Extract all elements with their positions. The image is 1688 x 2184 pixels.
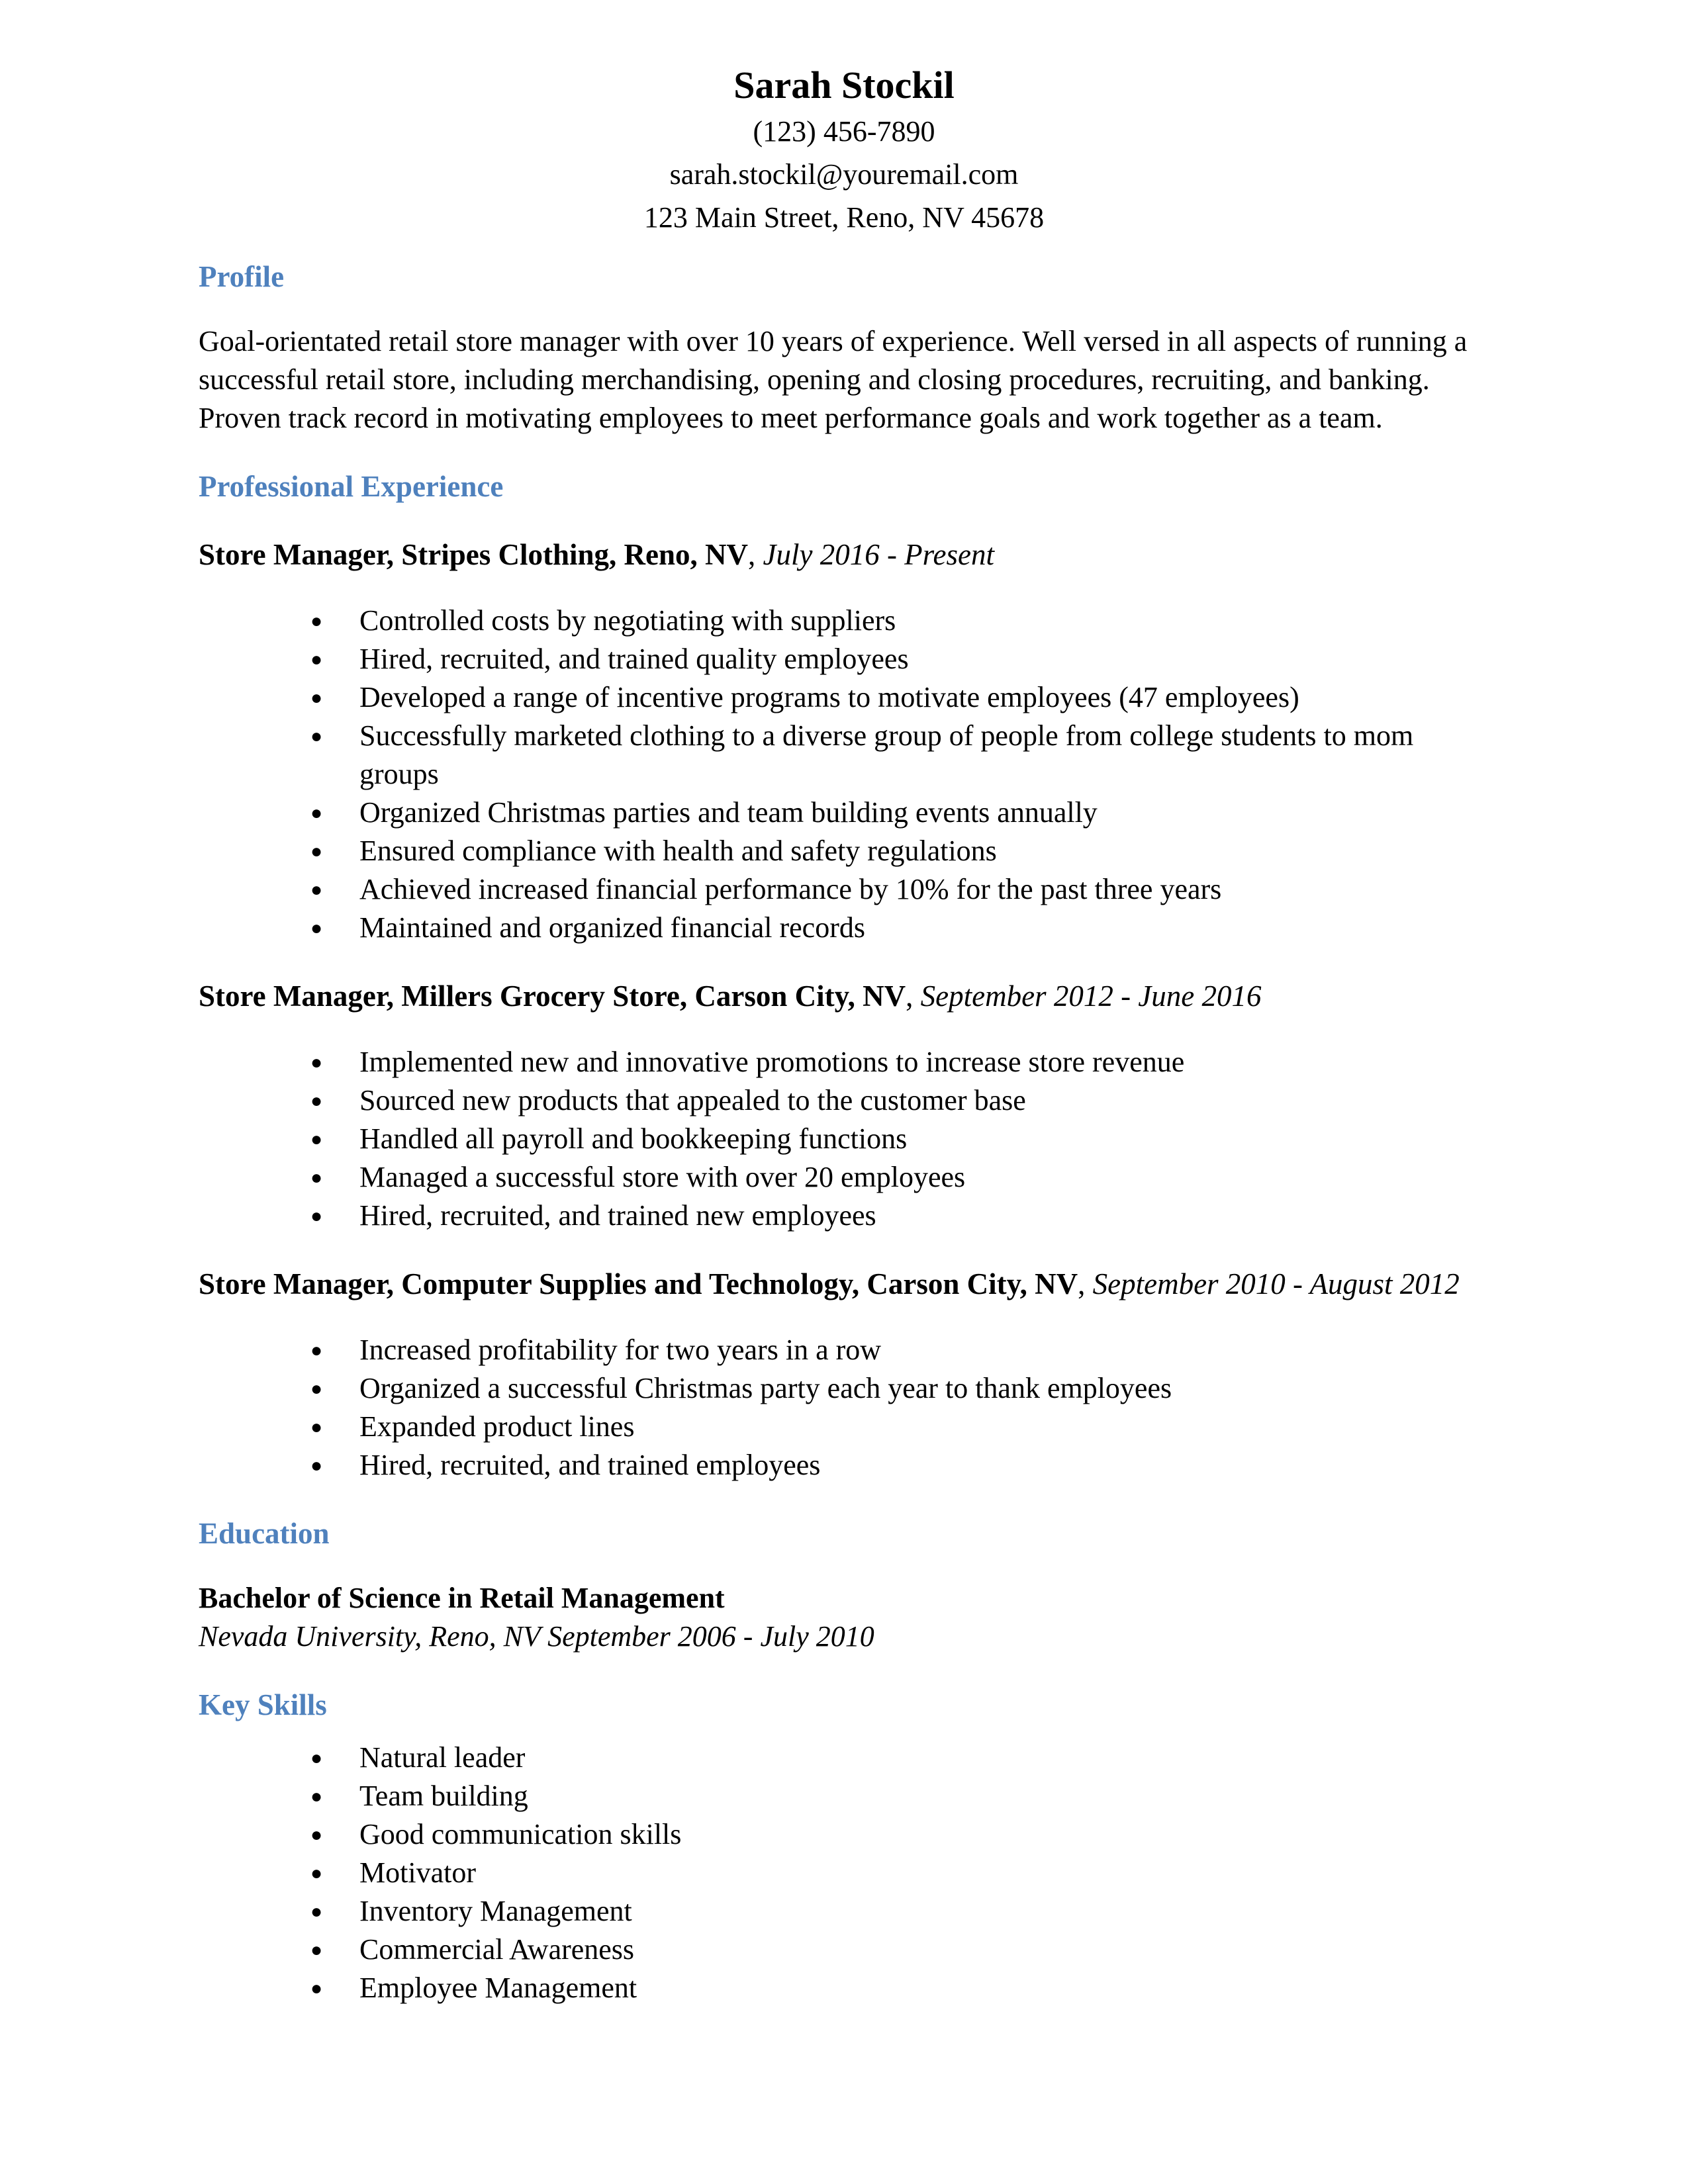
job-dates: July 2016 - Present [763,538,994,571]
resume-header [199,61,1489,239]
job-title-separator: , [748,538,763,571]
bullet-list [199,1331,1489,1484]
skill-item: ● Inventory Management [359,1892,1489,1931]
job-title-bold: Store Manager, Computer Supplies and Technology, Carson City, NV [199,1267,1078,1300]
bullet-item: ● Implemented new and innovative promotions to increase store revenue [359,1043,1489,1081]
skill-item: ● Commercial Awareness [359,1931,1489,1969]
job-title-separator: , [1078,1267,1093,1300]
bullet-item: ● Handled all payroll and bookkeeping functions [359,1120,1489,1158]
bullet-item: ● Ensured compliance with health and safety regulations [359,832,1489,870]
bullet-item: ● Organized Christmas parties and team building events annually [359,794,1489,832]
bullet-item: ● Hired, recruited, and trained new employees [359,1197,1489,1235]
bullet-item: ● Managed a successful store with over 20 employees [359,1158,1489,1197]
skill-item: ● Motivator [359,1854,1489,1892]
job-dates: September 2012 - June 2016 [920,979,1262,1013]
bullet-item: ● Maintained and organized financial records [359,909,1489,947]
degree-line: Bachelor of Science in Retail Management [199,1582,725,1614]
bullet-item: ● Expanded product lines [359,1408,1489,1446]
bullet-item: ● Developed a range of incentive programs to motivate employees (47 employees) [359,678,1489,717]
job-entry [199,1265,1489,1484]
skill-item: ● Good communication skills [359,1815,1489,1854]
school-line: Nevada University, Reno, NV September 2006 - July 2010 [199,1620,874,1653]
bullet-list [199,602,1489,947]
bullet-item: ● Achieved increased financial performance by 10% for the past three years [359,870,1489,909]
skill-item: ● Employee Management [359,1969,1489,2007]
bullet-item: ● Hired, recruited, and trained quality employees [359,640,1489,678]
skill-item: ● Natural leader [359,1739,1489,1777]
email-line: sarah.stockil@youremail.com [669,158,1019,191]
experience-section [199,467,1489,1484]
profile-section [199,257,1489,437]
bullet-item: ● Hired, recruited, and trained employees [359,1446,1489,1484]
skill-item: ● Team building [359,1777,1489,1815]
job-title [199,1265,1489,1303]
person-name: Sarah Stockil [733,64,955,107]
job-title-separator: , [906,979,921,1013]
bullet-item: ● Increased profitability for two years in a row [359,1331,1489,1369]
education-section [199,1514,1489,1656]
skills-heading: Key Skills [199,1688,327,1721]
bullet-item: ● Controlled costs by negotiating with suppliers [359,602,1489,640]
education-entry [199,1579,1489,1656]
experience-heading: Professional Experience [199,470,504,503]
bullet-list [199,1043,1489,1235]
skills-list [199,1739,1489,2007]
job-entry [199,977,1489,1235]
job-title [199,535,1489,574]
phone-line: (123) 456-7890 [753,115,935,148]
bullet-item: ● Successfully marketed clothing to a diverse group of people from college students to mom groups [359,717,1489,794]
profile-heading: Profile [199,260,285,293]
job-entry [199,535,1489,947]
bullet-item: ● Organized a successful Christmas party each year to thank employees [359,1369,1489,1408]
skills-section [199,1686,1489,2007]
profile-text: Goal-orientated retail store manager with over 10 years of experience. Well versed in all aspects of running a successful retail store, including merchandising, opening and closing procedures, recruiting, and banking. Proven track record in motivating employees to meet performance goals and work together as a team. [199,325,1468,434]
job-title-bold: Store Manager, Millers Grocery Store, Carson City, NV [199,979,906,1013]
education-heading: Education [199,1517,330,1550]
job-title [199,977,1489,1015]
address-line: 123 Main Street, Reno, NV 45678 [643,201,1045,234]
job-dates: September 2010 - August 2012 [1092,1267,1460,1300]
bullet-item: ● Sourced new products that appealed to the customer base [359,1081,1489,1120]
job-title-bold: Store Manager, Stripes Clothing, Reno, NV [199,538,748,571]
